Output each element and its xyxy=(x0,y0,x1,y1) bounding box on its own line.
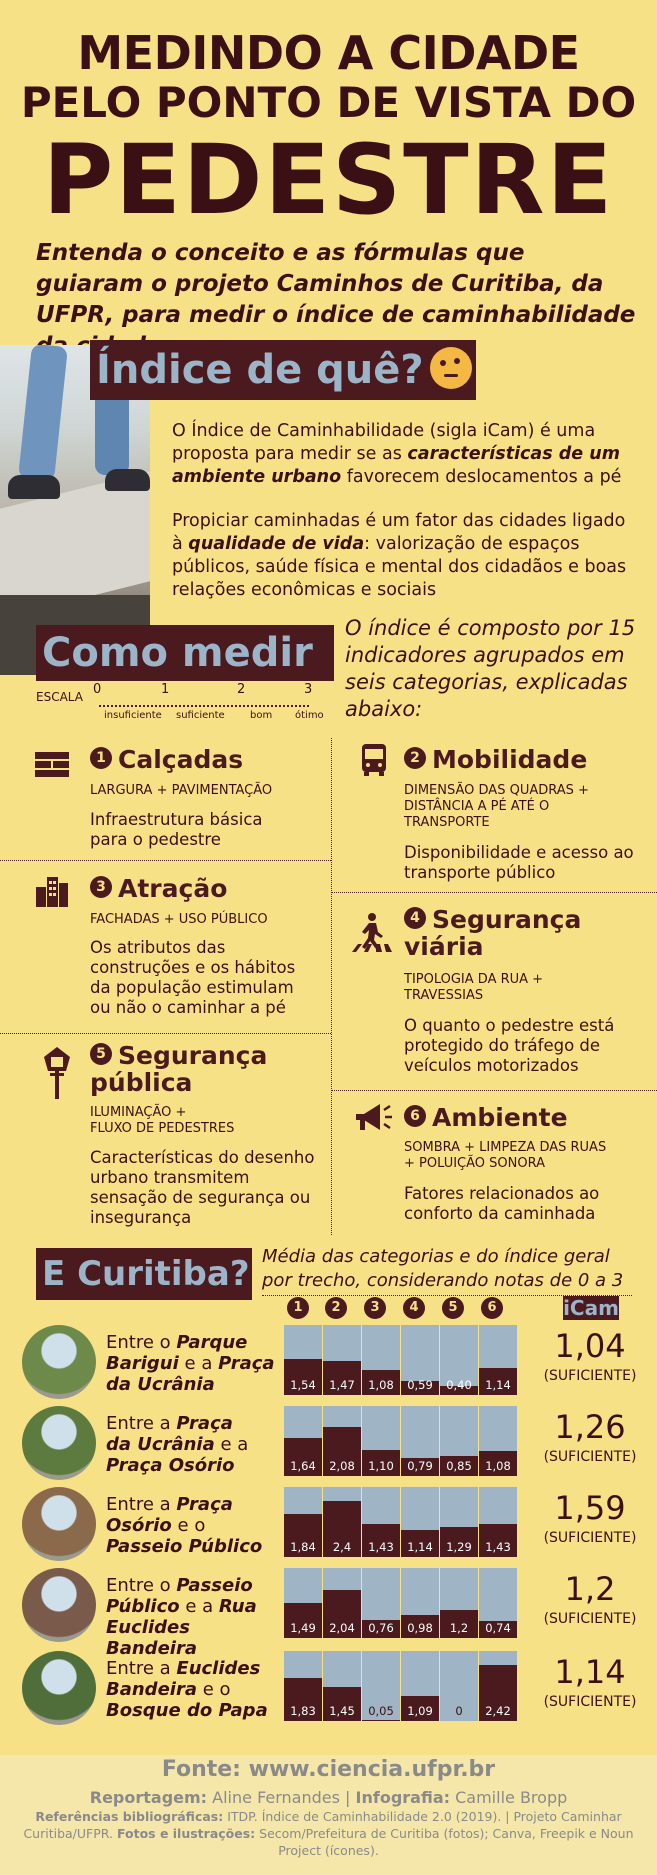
bar-value-label: 1,64 xyxy=(290,1459,316,1473)
bar xyxy=(284,1406,322,1476)
column-number: 1 xyxy=(287,1297,309,1319)
bar xyxy=(440,1568,478,1638)
scale-number: 2 xyxy=(237,682,246,697)
buildings-icon xyxy=(34,873,70,909)
category-title xyxy=(404,906,581,933)
icam-rating: (SUFICIENTE) xyxy=(543,1530,637,1546)
indice-p2-text: Propiciar caminhadas é um fator das cidades ligado à xyxy=(172,511,626,554)
category-title-text: Segurança xyxy=(118,1041,268,1070)
scale-label: ESCALA xyxy=(36,690,83,704)
indice-p1-emphasis: características de um ambiente urbano xyxy=(172,444,620,487)
category-description: Disponibilidade e acesso ao transporte público xyxy=(404,843,634,882)
location-label: Entre o Parque Barigui e a Praça da Ucrânia xyxy=(106,1332,275,1395)
bar xyxy=(284,1325,322,1395)
category-number: 6 xyxy=(404,1105,426,1127)
bar-value-label: 1,45 xyxy=(329,1704,355,1718)
bar xyxy=(284,1568,322,1638)
bar-value-label: 1,84 xyxy=(290,1540,316,1554)
bar xyxy=(479,1568,517,1638)
credits-label: Reportagem: xyxy=(89,1788,208,1807)
thinking-face-icon xyxy=(430,347,472,389)
bar-value-label: 1,29 xyxy=(446,1540,472,1554)
indice-heading-text: Índice de quê? xyxy=(96,347,424,393)
bar-value-label: 1,43 xyxy=(485,1540,511,1554)
bar xyxy=(479,1487,517,1557)
bar xyxy=(323,1325,361,1395)
footer-credits xyxy=(0,1788,657,1807)
category-number: 4 xyxy=(404,907,426,929)
bar xyxy=(362,1325,400,1395)
category-subtitle: TIPOLOGIA DA RUA + TRAVESSIAS xyxy=(404,972,544,1003)
bar xyxy=(284,1487,322,1557)
bar-value-label: 1,47 xyxy=(329,1378,355,1392)
bar-value-label: 1,09 xyxy=(407,1704,433,1718)
bar xyxy=(323,1406,361,1476)
bar-value-label: 2,08 xyxy=(329,1459,355,1473)
bar xyxy=(479,1651,517,1721)
category-title-text: Calçadas xyxy=(118,745,244,774)
bar-value-label: 1,14 xyxy=(407,1540,433,1554)
column-number: 6 xyxy=(481,1297,503,1319)
bar-value-label: 1,08 xyxy=(368,1378,394,1392)
bar xyxy=(440,1325,478,1395)
category-subtitle: ILUMINAÇÃO + xyxy=(90,1105,187,1120)
credits-label: Infografia: xyxy=(355,1788,451,1807)
intro-text: Entenda o conceito e as fórmulas que guiaram o projeto Caminhos de Curitiba, da UFPR, para medir o índice de caminhabilidade xyxy=(36,240,636,328)
bar xyxy=(323,1651,361,1721)
bar xyxy=(440,1406,478,1476)
category-divider xyxy=(331,892,657,893)
location-photo xyxy=(22,1568,96,1642)
bar-value-label: 1,2 xyxy=(449,1621,469,1635)
category-title xyxy=(404,1104,568,1131)
bar-value-label: 2,42 xyxy=(485,1704,511,1718)
bar-value-label: 0,85 xyxy=(446,1459,472,1473)
pedestrian-crossing-icon xyxy=(350,912,392,954)
como-medir-heading: Como medir xyxy=(36,625,334,681)
refs-label: Referências bibliográficas: xyxy=(35,1809,224,1824)
bar-value-label: 0,76 xyxy=(368,1621,394,1635)
column-number: 3 xyxy=(364,1297,386,1319)
column-number: 5 xyxy=(442,1297,464,1319)
category-title xyxy=(90,1042,267,1069)
sidewalk-icon xyxy=(34,746,70,782)
location-photo xyxy=(22,1406,96,1480)
category-divider xyxy=(0,860,331,861)
category-subtitle: LARGURA + PAVIMENTAÇÃO xyxy=(90,783,273,798)
category-number: 5 xyxy=(90,1043,112,1065)
bar-value-label: 0,59 xyxy=(407,1378,433,1392)
column-number: 4 xyxy=(403,1297,425,1319)
bar-value-label: 1,10 xyxy=(368,1459,394,1473)
title-line-2: PELO PONTO DE VISTA DO xyxy=(20,78,637,127)
category-description: Fatores relacionados ao conforto da caminhada xyxy=(404,1184,600,1223)
category-description: O quanto o pedestre está protegido do tráfego de veículos motorizados xyxy=(404,1016,615,1075)
location-photo xyxy=(22,1651,96,1725)
scale-line xyxy=(99,705,309,707)
category-description: Características do desenho urbano transmitem sensação de segurança ou insegurança xyxy=(90,1148,315,1227)
bar xyxy=(440,1487,478,1557)
indice-heading xyxy=(90,340,476,400)
bar xyxy=(323,1487,361,1557)
category-title-text: Ambiente xyxy=(432,1103,568,1132)
icam-header: iCam xyxy=(563,1296,619,1320)
bar-value-label: 1,14 xyxy=(485,1378,511,1392)
category-title xyxy=(90,875,227,902)
footer-references xyxy=(20,1808,637,1859)
bar-value-label: 0,74 xyxy=(485,1621,511,1635)
location-label: Entre o Passeio Público e a Rua Euclides Bandeira xyxy=(106,1575,257,1659)
refs-text: ITDP. Índice de Caminhabilidade 2.0 (2019). | Projeto Caminhar Curitiba/UFPR. xyxy=(23,1809,622,1841)
como-medir-text: O índice é composto por 15 indicadores agrupados em seis categorias, explicadas abaixo: xyxy=(345,616,636,721)
category-title-line-2: pública xyxy=(90,1068,193,1097)
bar-value-label: 1,83 xyxy=(290,1704,316,1718)
bar-value-label: 0,79 xyxy=(407,1459,433,1473)
category-description: Os atributos das construções e os hábitos da população estimulam ou não o caminhar a pé xyxy=(90,938,296,1017)
bar xyxy=(362,1568,400,1638)
bar-value-label: 0 xyxy=(455,1704,463,1718)
bar xyxy=(362,1651,400,1721)
bar xyxy=(479,1325,517,1395)
photos-label: Fotos e ilustrações: xyxy=(116,1826,256,1841)
icam-value: 1,59 xyxy=(554,1489,626,1527)
indice-p2-emphasis: qualidade de vida xyxy=(188,534,365,554)
icam-value: 1,2 xyxy=(564,1570,616,1608)
category-subtitle: FACHADAS + USO PÚBLICO xyxy=(90,912,268,927)
bar-fill xyxy=(362,1720,400,1721)
title-line-3: PEDESTRE xyxy=(42,124,615,236)
curitiba-text: Média das categorias e do índice geral por trecho, considerando notas de 0 a 3 xyxy=(262,1245,632,1296)
indice-paragraph-1 xyxy=(172,420,632,489)
category-number: 2 xyxy=(404,747,426,769)
indice-p1-end: favorecem deslocamentos a pé xyxy=(341,467,622,487)
category-number: 1 xyxy=(90,747,112,769)
category-divider xyxy=(331,738,332,1235)
icam-value: 1,14 xyxy=(554,1653,626,1691)
bar xyxy=(323,1568,361,1638)
credits-name: Aline Fernandes | xyxy=(207,1788,356,1807)
bar xyxy=(479,1406,517,1476)
bar-value-label: 1,49 xyxy=(290,1621,316,1635)
photos-text: Secom/Prefeitura de Curitiba (fotos); Canva, Freepik e Noun Project (ícones). xyxy=(255,1826,634,1858)
icam-rating: (SUFICIENTE) xyxy=(543,1368,637,1384)
category-subtitle: DIMENSÃO DAS QUADRAS + DISTÂNCIA A PÉ ATÉ O TRANSPORTE xyxy=(404,783,589,830)
category-title xyxy=(404,746,587,773)
bar xyxy=(401,1651,439,1721)
bar xyxy=(401,1406,439,1476)
icam-value: 1,26 xyxy=(554,1408,626,1446)
curitiba-heading: E Curitiba? xyxy=(36,1248,252,1300)
bar-value-label: 0,98 xyxy=(407,1621,433,1635)
location-photo xyxy=(22,1325,96,1399)
category-divider xyxy=(0,1033,331,1034)
title-line-1: MEDINDO A CIDADE xyxy=(77,26,580,80)
bar-value-label: 1,08 xyxy=(485,1459,511,1473)
category-title-text: Segurança xyxy=(432,905,582,934)
bar-value-label: 2,4 xyxy=(332,1540,352,1554)
icam-rating: (SUFICIENTE) xyxy=(543,1611,637,1627)
scale-number: 1 xyxy=(161,682,170,697)
scale-number: 0 xyxy=(93,682,102,697)
bar-value-label: 2,04 xyxy=(329,1621,355,1635)
footer-source: Fonte: www.ciencia.ufpr.br xyxy=(161,1757,496,1782)
bar xyxy=(362,1487,400,1557)
scale-word: bom xyxy=(250,710,273,721)
bar xyxy=(401,1568,439,1638)
indice-paragraph-2 xyxy=(172,510,632,602)
megaphone-icon xyxy=(352,1100,394,1136)
category-description: Infraestrutura básica para o pedestre xyxy=(90,810,263,849)
bar xyxy=(440,1651,478,1721)
indice-p2-end: : valorização de espaços públicos, saúde física e mental dos cidadãos e boas relações econômicas e sociais xyxy=(172,534,627,600)
location-label: Entre a Praça Osório e o Passeio Público xyxy=(106,1494,263,1557)
category-divider xyxy=(331,1090,657,1091)
bar-value-label: 0,05 xyxy=(368,1704,394,1718)
scale-word: insuficiente xyxy=(104,710,162,721)
location-photo xyxy=(22,1487,96,1561)
icam-value: 1,04 xyxy=(554,1327,626,1365)
scale-number: 3 xyxy=(304,682,313,697)
category-number: 3 xyxy=(90,876,112,898)
bar-value-label: 1,43 xyxy=(368,1540,394,1554)
bar xyxy=(284,1651,322,1721)
credits-name: Camille Bropp xyxy=(450,1788,568,1807)
bar xyxy=(401,1487,439,1557)
bar-value-label: 0,40 xyxy=(446,1378,472,1392)
location-label: Entre a Praça da Ucrânia e a Praça Osório xyxy=(106,1413,249,1476)
scale-word: suficiente xyxy=(176,710,225,721)
category-subtitle: SOMBRA + LIMPEZA DAS RUAS + POLUIÇÃO SONORA xyxy=(404,1140,607,1171)
bar xyxy=(362,1406,400,1476)
location-label: Entre a Euclides Bandeira e o Bosque do Papa xyxy=(106,1658,268,1721)
category-title xyxy=(90,746,243,773)
icam-rating: (SUFICIENTE) xyxy=(543,1449,637,1465)
column-number: 2 xyxy=(325,1297,347,1319)
bar-value-label: 1,54 xyxy=(290,1378,316,1392)
bar xyxy=(401,1325,439,1395)
category-subtitle-line-2: FLUXO DE PEDESTRES xyxy=(90,1121,235,1136)
indice-p1-text: O Índice de Caminhabilidade (sigla iCam) é uma proposta para medir se as xyxy=(172,421,596,464)
scale-word: ótimo xyxy=(295,710,324,721)
bus-icon xyxy=(356,742,392,778)
icam-rating: (SUFICIENTE) xyxy=(543,1694,637,1710)
category-title-line-2: viária xyxy=(404,932,484,961)
category-title-text: Mobilidade xyxy=(432,745,588,774)
street-lamp-icon xyxy=(40,1045,74,1101)
category-title-text: Atração xyxy=(118,874,228,903)
